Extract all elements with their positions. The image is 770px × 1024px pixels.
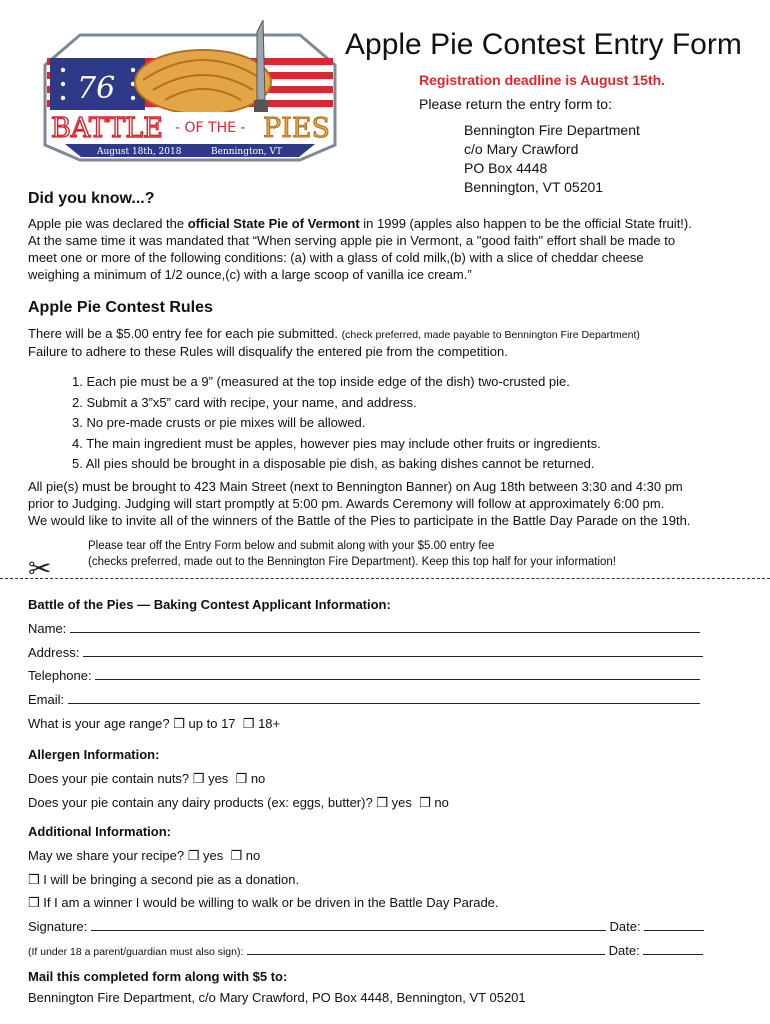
checkbox-icon[interactable]: ❒: [187, 848, 200, 863]
logo-place: Bennington, VT: [211, 147, 283, 157]
failure-line: Failure to adhere to these Rules will disqualify the entered pie from the competition.: [28, 344, 508, 359]
applicant-info-heading: Battle of the Pies — Baking Contest Applicant Information:: [28, 597, 391, 612]
date-label: Date:: [609, 919, 641, 934]
tear-line: (checks preferred, made out to the Bennington Fire Department). Keep this top half for your information!: [88, 556, 616, 568]
name-label: Name:: [28, 621, 67, 636]
checkbox-icon[interactable]: ❒: [28, 872, 40, 887]
did-you-know-line: At the same time it was mandated that “When serving apple pie in Vermont, a "good faith" effort shall be made to: [28, 233, 676, 248]
did-you-know-line: [28, 216, 692, 232]
checkbox-icon[interactable]: ❒: [28, 895, 40, 910]
rule-item: 2. Submit a 3”x5” card with recipe, your name, and address.: [72, 394, 417, 410]
age-row: [28, 716, 280, 732]
guardian-label: (If under 18 a parent/guardian must also sign):: [28, 946, 244, 958]
text-fragment: in 1999 (apples also happen to be the official State fruit!).: [359, 216, 692, 231]
checkbox-icon[interactable]: ❒: [376, 795, 388, 810]
dairy-question: Does your pie contain any dairy products (ex: eggs, butter)?: [28, 795, 373, 810]
signature-row: [28, 919, 704, 934]
address-line: Bennington, VT 05201: [464, 179, 604, 195]
bold-fragment: official State Pie of Vermont: [187, 216, 360, 231]
text-fragment: Apple pie was declared the: [28, 216, 188, 231]
age-option-label: up to 17: [188, 716, 236, 731]
rules-heading: Apple Pie Contest Rules: [28, 299, 213, 316]
guardian-date-field[interactable]: [643, 944, 703, 955]
scissors-icon: ✂: [28, 553, 52, 584]
rules-list: [72, 372, 601, 475]
additional-heading: Additional Information:: [28, 824, 171, 839]
guardian-signature-field[interactable]: [247, 944, 605, 955]
battle-of-the-pies-logo: [25, 20, 355, 170]
did-you-know-line: meet one or more of the following conditions: (a) with a glass of cold milk,(b) with a slice of cheddar cheese: [28, 250, 644, 265]
mail-heading: Mail this completed form along with $5 to:: [28, 969, 288, 984]
age-question: What is your age range?: [28, 716, 170, 731]
rule-item: 1. Each pie must be a 9” (measured at the top inside edge of the dish) two-crusted pie.: [72, 374, 570, 389]
did-you-know-line: weighing a minimum of 1/2 ounce,(c) with a large scoop of vanilla ice cream.”: [28, 267, 472, 282]
tear-off-line: [0, 578, 770, 579]
logo-number: 76: [77, 71, 116, 106]
nuts-question: Does your pie contain nuts?: [28, 771, 190, 786]
age-option-label: 18+: [258, 716, 281, 731]
address-label: Address:: [28, 645, 80, 660]
address-line: Bennington Fire Department: [464, 122, 640, 138]
did-you-know-heading: Did you know...?: [28, 190, 155, 207]
address-line: c/o Mary Crawford: [464, 141, 579, 157]
email-label: Email:: [28, 692, 65, 707]
rule-item: 5. All pies should be brought in a disposable pie dish, as baking dishes cannot be returned.: [72, 456, 595, 471]
return-label: Please return the entry form to:: [419, 96, 612, 112]
registration-deadline: Registration deadline is August 15th.: [419, 72, 666, 88]
page-title: Apple Pie Contest Entry Form: [345, 28, 742, 61]
nuts-row: [28, 771, 265, 787]
email-field[interactable]: [68, 693, 700, 704]
share-question: May we share your recipe?: [28, 848, 185, 863]
name-row: [28, 621, 700, 636]
checkbox-icon[interactable]: ❒: [242, 716, 255, 731]
logo-date: August 18th, 2018: [97, 147, 182, 157]
no-label: no: [434, 795, 449, 810]
rule-item: 3. No pre-made crusts or pie mixes will be allowed.: [72, 415, 366, 430]
date-field[interactable]: [644, 920, 704, 931]
yes-label: yes: [202, 848, 224, 863]
mail-address: Bennington Fire Department, c/o Mary Crawford, PO Box 4448, Bennington, VT 05201: [28, 990, 526, 1005]
address-row: [28, 645, 703, 660]
dropoff-line: All pie(s) must be brought to 423 Main Street (next to Bennington Banner) on Aug 18th between 3:30 and 4:30 pm: [28, 479, 683, 494]
rule-item: 4. The main ingredient must be apples, however pies may include other fruits or ingredients.: [72, 435, 601, 451]
checkbox-icon[interactable]: ❒: [173, 716, 185, 731]
parade-row: [28, 895, 499, 911]
parade-label: If I am a winner I would be willing to walk or be driven in the Battle Day Parade.: [43, 895, 499, 910]
name-field[interactable]: [70, 622, 700, 633]
date-label: Date:: [608, 943, 640, 958]
checkbox-icon[interactable]: ❒: [192, 771, 205, 786]
telephone-label: Telephone:: [28, 668, 92, 683]
fee-note: (check preferred, made payable to Bennington Fire Department): [341, 329, 640, 341]
second-pie-label: I will be bringing a second pie as a donation.: [43, 872, 300, 887]
telephone-field[interactable]: [95, 669, 700, 680]
address-line: PO Box 4448: [464, 160, 548, 176]
share-row: [28, 848, 260, 864]
tear-instructions: [88, 538, 616, 570]
telephone-row: [28, 668, 700, 683]
return-address: [464, 121, 640, 197]
text-fragment: There will be a $5.00 entry fee for each pie submitted.: [28, 326, 339, 341]
logo-word-battle: BATTLE: [51, 113, 164, 144]
logo-word-pies: PIES: [263, 113, 331, 144]
address-field[interactable]: [83, 646, 703, 657]
no-label: no: [245, 848, 261, 863]
yes-label: yes: [391, 795, 412, 810]
no-label: no: [250, 771, 266, 786]
parade-invite-line: We would like to invite all of the winners of the Battle of the Pies to participate in the Battle Day Parade on the 19th.: [28, 513, 691, 528]
guardian-row: [28, 943, 703, 958]
allergen-heading: Allergen Information:: [28, 747, 160, 762]
checkbox-icon[interactable]: ❒: [230, 848, 243, 863]
signature-field[interactable]: [91, 920, 606, 931]
checkbox-icon[interactable]: ❒: [419, 795, 431, 810]
email-row: [28, 692, 700, 707]
signature-label: Signature:: [28, 919, 88, 934]
second-pie-row: [28, 872, 299, 888]
checkbox-icon[interactable]: ❒: [235, 771, 248, 786]
entry-fee-line: [28, 326, 640, 343]
dairy-row: [28, 795, 449, 811]
tear-line: Please tear off the Entry Form below and submit along with your $5.00 entry fee: [88, 540, 495, 552]
dropoff-line: prior to Judging. Judging will start promptly at 5:00 pm. Awards Ceremony will follow at approximately 6:00 pm.: [28, 496, 665, 511]
yes-label: yes: [208, 771, 229, 786]
logo-word-of-the: - OF THE -: [175, 120, 246, 136]
